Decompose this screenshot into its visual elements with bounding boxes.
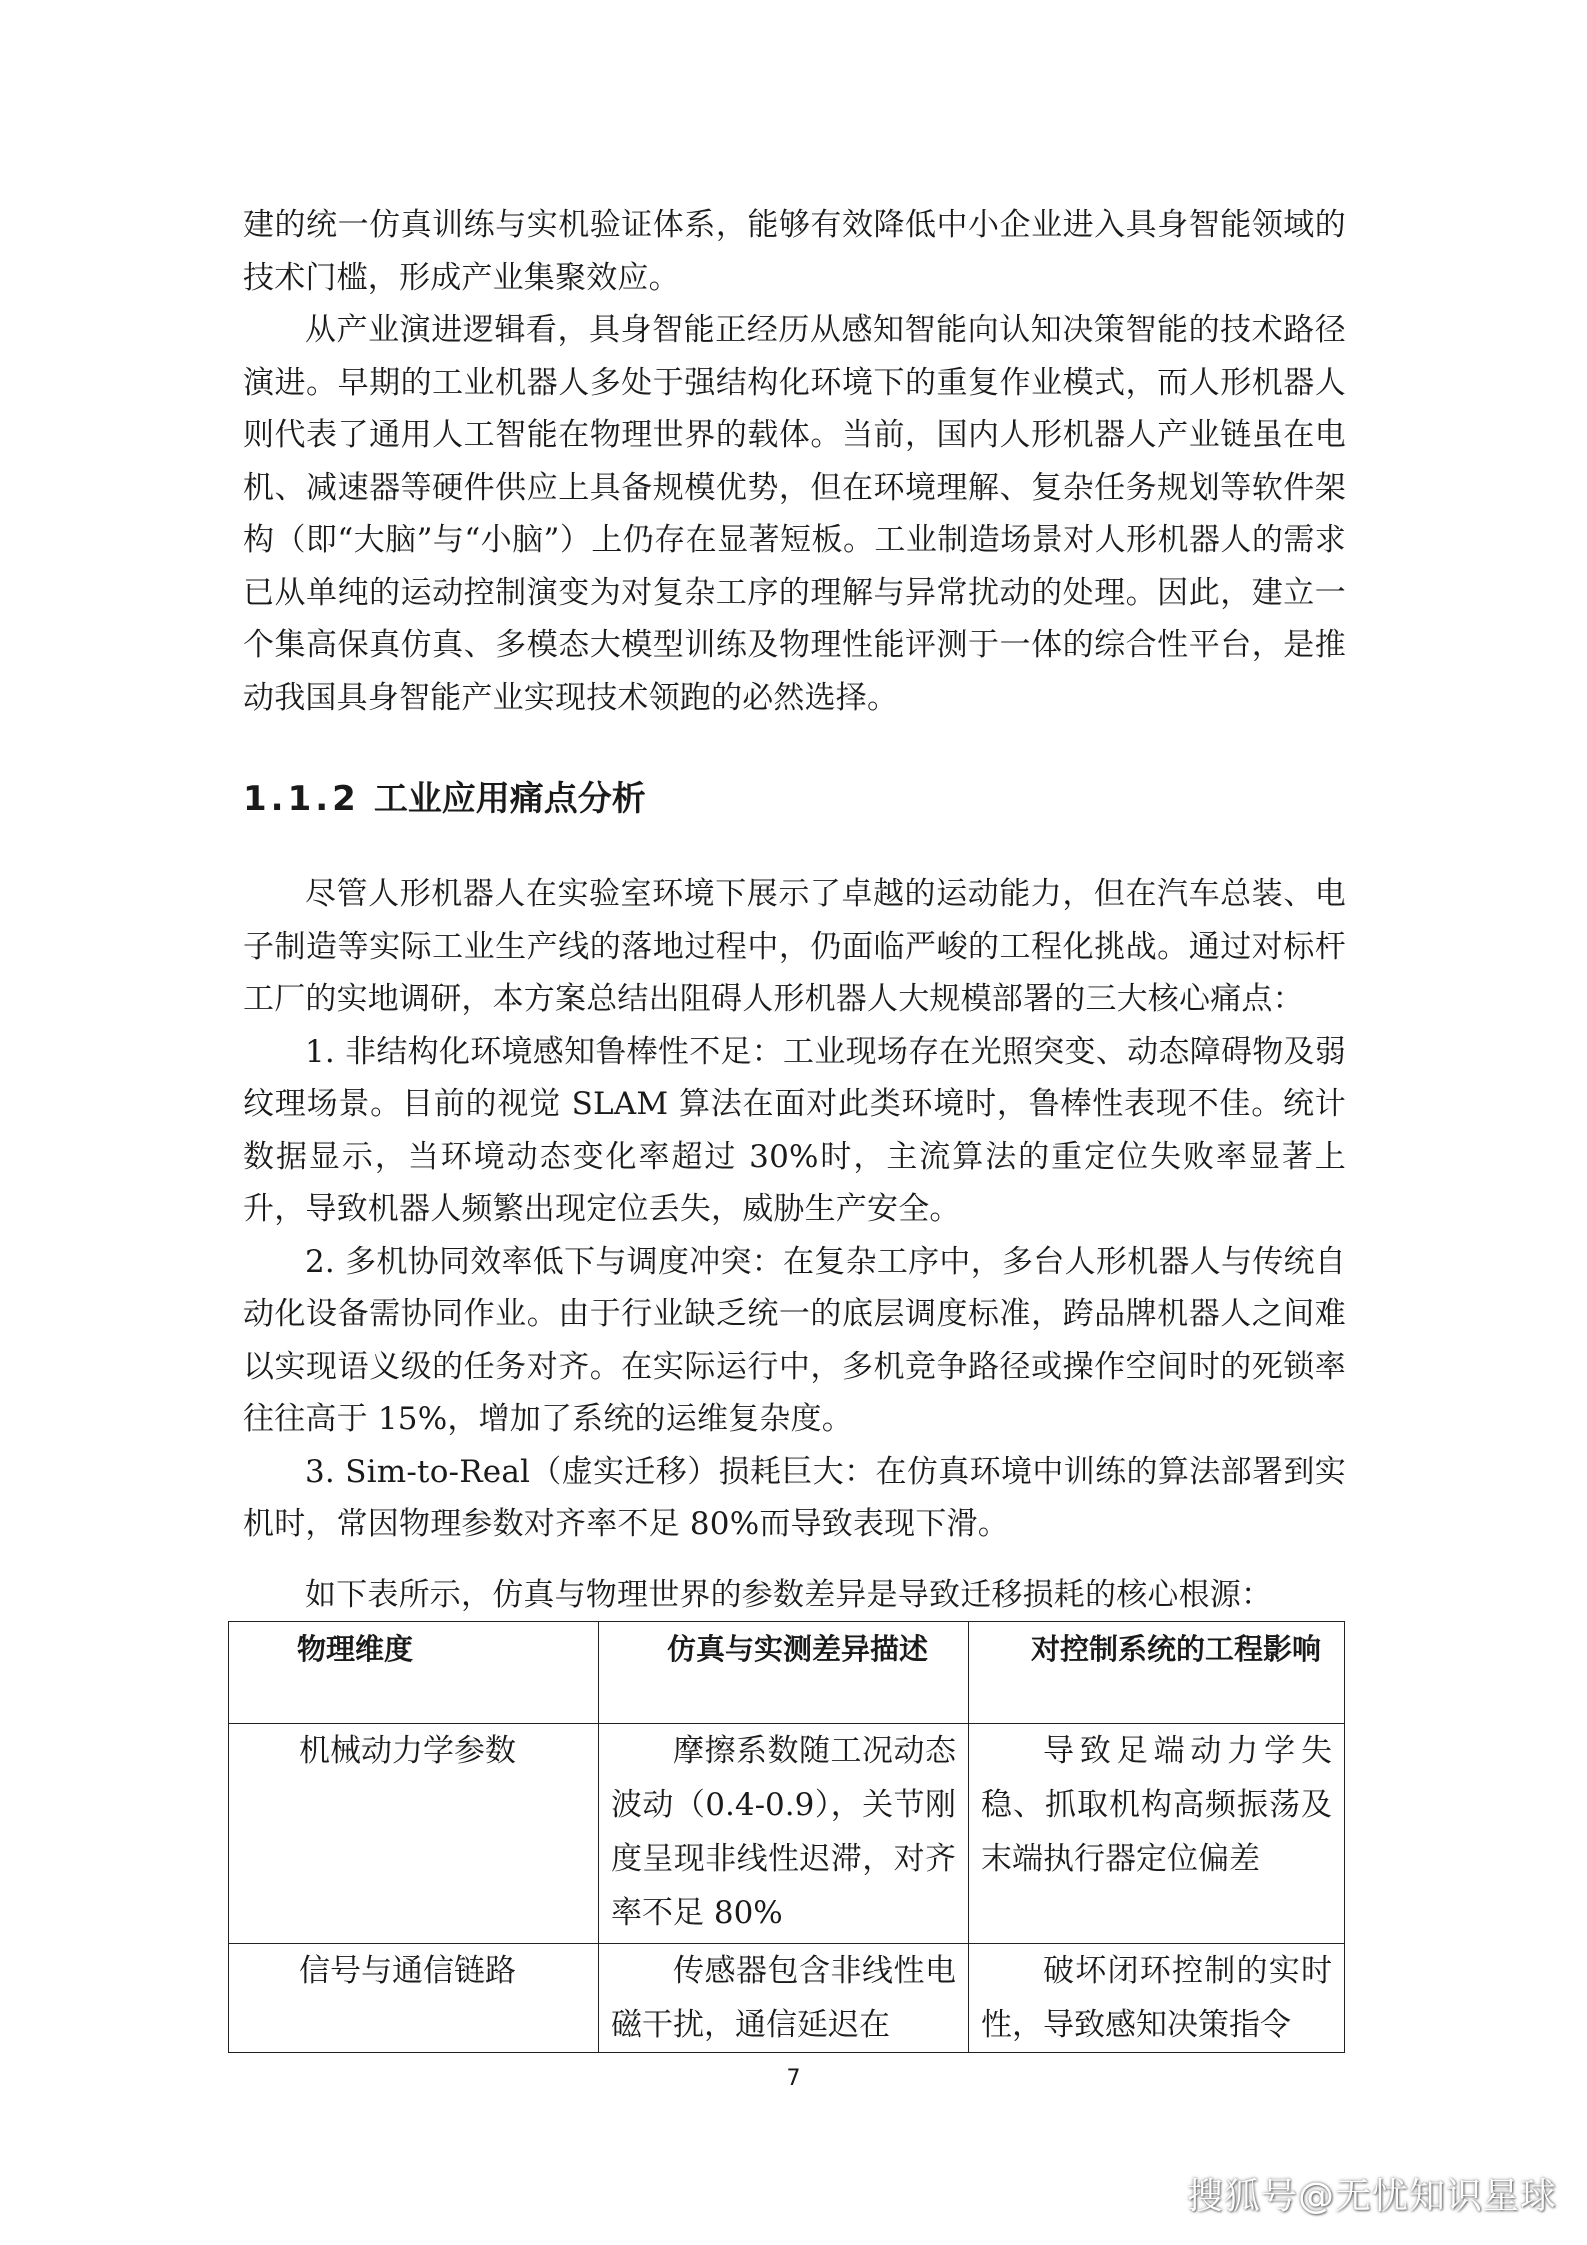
table-cell: 导致足端动力学失稳、抓取机构高频振荡及末端执行器定位偏差	[969, 1724, 1345, 1944]
paragraph-industry-evolution: 从产业演进逻辑看，具身智能正经历从感知智能向认知决策智能的技术路径演进。早期的工业机器人多处于强结构化环境下的重复作业模式，而人形机器人则代表了通用人工智能在物理世界的载体。当前，国内人形机器人产业链虽在电机、减速器等硬件供应上具备规模优势，但在环境理解、复杂任务规划等软件架构（即“大脑”与“小脑”）上仍存在显著短板。工业制造场景对人形机器人的需求已从单纯的运动控制演变为对复杂工序的理解与异常扰动的处理。因此，建立一个集高保真仿真、多模态大模型训练及物理性能评测于一体的综合性平台，是推动我国具身智能产业实现技术领跑的必然选择。	[243, 312, 1346, 716]
parameter-difference-table	[228, 1621, 1345, 2053]
table-header-cell: 仿真与实测差异描述	[599, 1622, 969, 1724]
table-row	[229, 1944, 1345, 2053]
table-header-cell: 对控制系统的工程影响	[969, 1622, 1345, 1724]
table-row	[229, 1724, 1345, 1944]
table-cell: 机械动力学参数	[229, 1724, 599, 1944]
table-intro-text: 如下表所示，仿真与物理世界的参数差异是导致迁移损耗的核心根源：	[305, 1577, 1273, 1613]
table-cell: 信号与通信链路	[229, 1944, 599, 2053]
section-body-pain-points	[243, 868, 1346, 1551]
paragraph-continuation: 建的统一仿真训练与实机验证体系，能够有效降低中小企业进入具身智能领域的技术门槛，形成产业集聚效应。	[243, 207, 1346, 296]
table-header-row	[229, 1622, 1345, 1724]
paragraph-pain-points-intro: 尽管人形机器人在实验室环境下展示了卓越的运动能力，但在汽车总装、电子制造等实际工业生产线的落地过程中，仍面临严峻的工程化挑战。通过对标杆工厂的实地调研，本方案总结出阻碍人形机器人大规模部署的三大核心痛点：	[243, 876, 1346, 1017]
watermark-text: 搜狐号@无忧知识星球	[1186, 2176, 1557, 2217]
section-heading	[243, 775, 646, 823]
paragraph-pain-point-3: 3. Sim-to-Real（虚实迁移）损耗巨大：在仿真环境中训练的算法部署到实机时，常因物理参数对齐率不足 80%而导致表现下滑。	[243, 1453, 1346, 1542]
paragraph-pain-point-2: 2. 多机协同效率低下与调度冲突：在复杂工序中，多台人形机器人与传统自动化设备需协同作业。由于行业缺乏统一的底层调度标准，跨品牌机器人之间难以实现语义级的任务对齐。在实际运行中，多机竞争路径或操作空间时的死锁率往往高于 15%，增加了系统的运维复杂度。	[243, 1243, 1346, 1437]
table-cell: 传感器包含非线性电磁干扰，通信延迟在	[599, 1944, 969, 2053]
section-number: 1.1.2	[243, 779, 360, 819]
table-header-cell: 物理维度	[229, 1622, 599, 1724]
table-intro	[243, 1569, 1346, 1622]
table-cell: 摩擦系数随工况动态波动（0.4-0.9），关节刚度呈现非线性迟滞，对齐率不足 80%	[599, 1724, 969, 1944]
page-number: 7	[786, 2066, 801, 2091]
paragraph-pain-point-1: 1. 非结构化环境感知鲁棒性不足：工业现场存在光照突变、动态障碍物及弱纹理场景。目前的视觉 SLAM 算法在面对此类环境时，鲁棒性表现不佳。统计数据显示，当环境动态变化率超过 30%时，主流算法的重定位失败率显著上升，导致机器人频繁出现定位丢失，威胁生产安全。	[243, 1033, 1346, 1227]
section-body-upper	[243, 199, 1346, 724]
table-cell: 破坏闭环控制的实时性，导致感知决策指令	[969, 1944, 1345, 2053]
section-title: 工业应用痛点分析	[373, 779, 646, 819]
